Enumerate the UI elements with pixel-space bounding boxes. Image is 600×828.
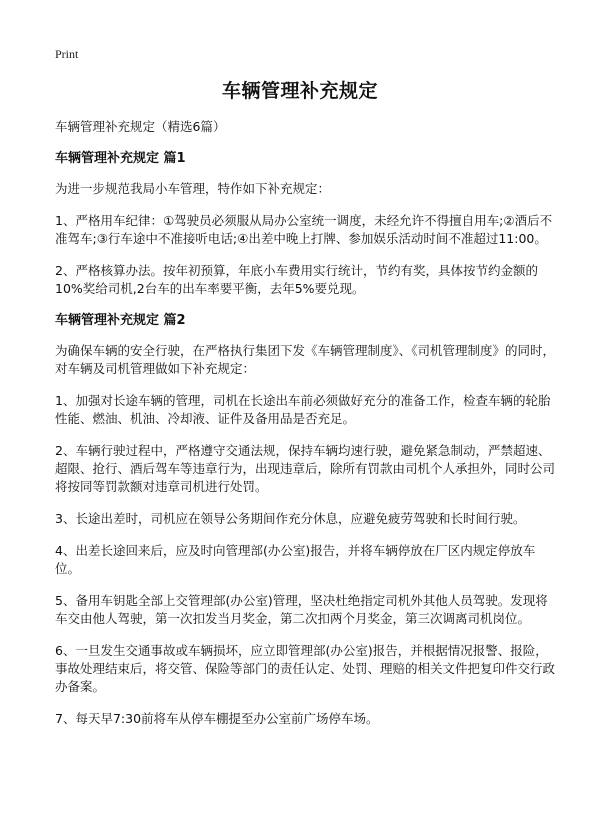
document-body xyxy=(55,118,556,742)
paragraph: 为进一步规范我局小车管理，特作如下补充规定： xyxy=(55,181,331,196)
paragraph: 6、一旦发生交通事故或车辆损坏，应立即管理部(办公室)报告，并根据情况报警、报险，事故处理结束后，将交管、保险等部门的责任认定、处罚、理赔的相关文件把复印件交行政办备案。 xyxy=(55,643,556,694)
paragraph: 2、车辆行驶过程中，严格遵守交通法规，保持车辆均速行驶，避免紧急制动，严禁超速、超限、抢行、酒后驾车等违章行为，出现违章后，除所有罚款由司机个人承担外，同时公司将按同等罚款额对违章司机进行处罚。 xyxy=(55,443,556,494)
section-heading: 车辆管理补充规定 篇2 xyxy=(55,313,186,328)
print-link[interactable]: Print xyxy=(55,47,79,61)
section-2 xyxy=(55,312,556,728)
page-title: 车辆管理补充规定 xyxy=(221,80,378,102)
section-heading: 车辆管理补充规定 篇1 xyxy=(55,151,186,166)
paragraph: 为确保车辆的安全行驶，在严格执行集团下发《车辆管理制度》、《司机管理制度》的同时，对车辆及司机管理做如下补充规定： xyxy=(55,343,556,376)
section-1 xyxy=(55,150,556,298)
paragraph: 5、备用车钥匙全部上交管理部(办公室)管理，坚决杜绝指定司机外其他人员驾驶。发现将车交由他人驾驶，第一次扣发当月奖金，第二次扣两个月奖金，第三次调离司机岗位。 xyxy=(55,593,548,626)
document-subtitle: 车辆管理补充规定（精选6篇） xyxy=(55,119,226,134)
paragraph: 7、每天早7:30前将车从停车棚提至办公室前广场停车场。 xyxy=(55,711,379,726)
paragraph: 1、加强对长途车辆的管理，司机在长途出车前必须做好充分的准备工作，检查车辆的轮胎性能、燃油、机油、冷却液、证件及备用品是否充足。 xyxy=(55,393,551,426)
paragraph: 2、严格核算办法。按年初预算，年底小车费用实行统计，节约有奖，具体按节约金额的10%奖给司机,2台车的出车率要平衡，去年5%要兑现。 xyxy=(55,263,538,296)
paragraph: 1、严格用车纪律：①驾驶员必须服从局办公室统一调度，未经允许不得擅自用车;②酒后不准驾车;③行车途中不准接听电话;④出差中晚上打牌、参加娱乐活动时间不准超过11:00。 xyxy=(55,213,553,246)
paragraph: 3、长途出差时，司机应在领导公务期间作充分休息，应避免疲劳驾驶和长时间行驶。 xyxy=(55,511,526,526)
paragraph: 4、出差长途回来后，应及时向管理部(办公室)报告，并将车辆停放在厂区内规定停放车位。 xyxy=(55,543,536,576)
